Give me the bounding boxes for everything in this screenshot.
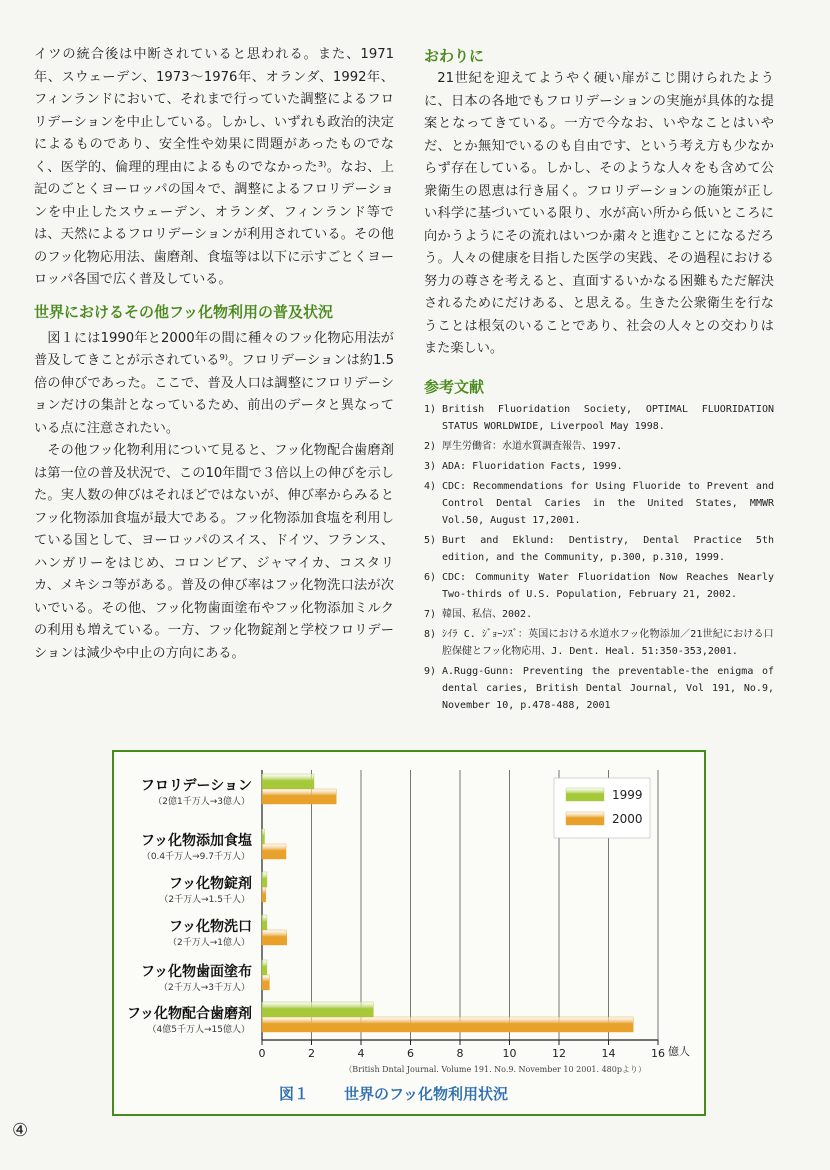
category-sublabel: （4億5千万人→15億人） <box>147 1025 250 1035</box>
x-tick-label: 0 <box>258 1047 266 1060</box>
reference-number: 7) <box>424 608 437 620</box>
reference-text: CDC: Recommendations for Using Fluoride to Prevent and Control Dental Caries in the United States, MMWR Vol.50, August 17,2001. <box>442 480 774 526</box>
figure-caption-title: 世界のフッ化物利用状況 <box>344 1085 508 1103</box>
reference-number: 9) <box>424 665 437 677</box>
category-sublabel: （2千万人→3千万人） <box>159 983 250 993</box>
bar-1999 <box>262 915 267 930</box>
references-heading: 参考文献 <box>424 377 485 396</box>
x-tick-label: 6 <box>407 1047 414 1060</box>
body-paragraph: その他フッ化物利用について見ると、フッ化物配合歯磨剤は第一位の普及状況で、この10年間で３倍以上の伸びを示した。実人数の伸びはそれほどではないが、伸び率からみるとフッ化物添加食塩が最大である。フッ化物添加食塩を利用している国として、ヨーロッパのスイス、ドイツ、フランス、ハンガリーをはじめ、コロンビア、ジャマイカ、コスタリカ、メキシコ等がある。普及の伸び率はフッ化物洗口法が次いでいる。その他、フッ化物歯面塗布やフッ化物添加ミルクの利用も増えている。一方、フッ化物錠剤と学校フロリデーションは減少や中止の方向にある。 <box>34 443 394 661</box>
reference-text: ｼｲﾗ C. ｼﾞｮｰﾝｽﾞ：英国における水道水フッ化物添加／21世紀における口腔保健とフッ化物応用、J. Dent. Heal. 51:350-353,2001. <box>442 628 774 657</box>
body-paragraph: 21世紀を迎えてようやく硬い扉がこじ開けられたように、日本の各地でもフロリデーションの実施が具体的な提案となってきている。一方で今なお、いやなことはいやだ、とか無知でいるのも自由です、という考え方も少なからず存在している。しかし、そのような人々をも含めて公衆衛生の恩恵は行き届く。フロリデーションの施策が正しい科学に基づいている限り、水が高い所から低いところに向かうようにその流れはいつか粛々と進むことになるだろう。人々の健康を目指した医学の実践、その過程における努力の尊さを考えると、直面するいかなる困難もただ解決されるためにだけある、と思える。生きた公衆衛生を行なうことは根気のいることであり、社会の人々との交わりはまた楽しい。 <box>424 71 774 356</box>
reference-number: 4) <box>424 480 437 492</box>
legend-label-2000: 2000 <box>612 812 643 826</box>
bar-1999 <box>262 1002 373 1017</box>
reference-text: 韓国、私信、2002. <box>442 608 533 620</box>
reference-item <box>424 606 774 623</box>
category-label: フッ化物歯面塗布 <box>140 964 252 980</box>
reference-text: A.Rugg-Gunn: Preventing the preventable-the enigma of dental caries, British Dental Journal, Vol 191, No.9, November 10, p.478-488, 2001 <box>442 665 774 711</box>
bar-2000 <box>262 975 269 990</box>
reference-number: 5) <box>424 534 437 546</box>
category-sublabel: （2千万人→1億人） <box>168 938 250 948</box>
fluoride-usage-chart <box>114 752 704 1114</box>
category-label: フッ化物錠剤 <box>168 876 252 892</box>
section-heading: 世界におけるその他フッ化物利用の普及状況 <box>34 302 333 321</box>
x-tick-label: 14 <box>601 1047 616 1060</box>
category-sublabel: （2億1千万人→3億人） <box>153 797 250 807</box>
category-label: フッ化物添加食塩 <box>140 833 252 849</box>
category-sublabel: （2千万人→1.5千人） <box>159 895 250 905</box>
reference-item <box>424 478 774 529</box>
bar-2000 <box>262 844 286 859</box>
bar-1999 <box>262 872 267 887</box>
reference-item <box>424 626 774 660</box>
x-tick-label: 10 <box>502 1047 517 1060</box>
reference-item <box>424 532 774 566</box>
reference-item <box>424 458 774 475</box>
reference-text: 厚生労働省：水道水質調査報告、1997. <box>442 440 623 452</box>
legend-swatch-2000 <box>566 812 604 825</box>
figure-caption-number: 図１ <box>278 1085 309 1103</box>
body-paragraph: 図１には1990年と2000年の間に種々のフッ化物応用法が普及してきことが示されている⁹⁾。フロリデーションは約1.5倍の伸びであった。ここで、普及人口は調整にフロリデーションだけの集計となっているため、前出のデータと異なっている点に注意されたい。 <box>34 330 394 436</box>
bar-2000 <box>262 930 287 945</box>
reference-item <box>424 438 774 455</box>
figure-source: （British Dntal Journal. Volume 191. No.9. November 10 2001. 480pより） <box>344 1065 646 1074</box>
reference-text: ADA: Fluoridation Facts, 1999. <box>442 460 623 472</box>
x-tick-label: 8 <box>456 1047 464 1060</box>
x-tick-label: 4 <box>357 1047 365 1060</box>
reference-number: 6) <box>424 571 437 583</box>
left-column <box>34 44 394 665</box>
bar-1999 <box>262 774 314 789</box>
body-paragraph: イツの統合後は中断されていると思われる。また、1971年、スウェーデン、1973〜1976年、オランダ、1992年、フィンランドにおいて、それまで行っていた調整によるフロリデーションを中止している。しかし、いずれも政治的決定によるものであり、安全性や効果に問題があったものでなく、医学的、倫理的理由によるものでなかった³⁾。なお、上記のごとくヨーロッパの国々で、調整によるフロリデーションを中止したスウェーデン、オランダ、フィンランド等では、天然によるフロリデーションが利用されている。その他のフッ化物応用法、歯磨剤、食塩等は以下に示すごとくヨーロッパ各国で広く普及している。 <box>34 47 394 287</box>
reference-item <box>424 663 774 714</box>
x-tick-label: 12 <box>552 1047 566 1060</box>
category-sublabel: （0.4千万人→9.7千万人） <box>141 852 250 862</box>
section-heading: おわりに <box>424 47 485 65</box>
right-column <box>424 44 774 717</box>
reference-number: 8) <box>424 628 437 640</box>
reference-item <box>424 401 774 435</box>
bar-2000 <box>262 789 336 804</box>
reference-text: British Fluoridation Society, OPTIMAL FLUORIDATION STATUS WORLDWIDE, Liverpool May 1998. <box>442 403 774 432</box>
figure-box <box>112 750 706 1116</box>
category-label: フッ化物配合歯磨剤 <box>126 1006 252 1022</box>
bar-1999 <box>262 960 267 975</box>
category-label: フロリデーション <box>140 778 252 794</box>
category-label: フッ化物洗口 <box>168 919 252 935</box>
reference-text: CDC: Community Water Fluoridation Now Reaches Nearly Two-thirds of U.S. Population, February 21, 2002. <box>442 571 774 600</box>
reference-text: Burt and Eklund: Dentistry, Dental Practice 5th edition, and the Community, p.300, p.310, 1999. <box>442 534 774 563</box>
x-tick-label: 16 <box>651 1047 665 1060</box>
page-number: ④ <box>12 1120 29 1141</box>
x-unit-label: 億人 <box>668 1045 690 1058</box>
legend-swatch-1999 <box>566 788 604 801</box>
bar-1999 <box>262 829 265 844</box>
references-list <box>424 401 774 714</box>
bar-2000 <box>262 887 266 902</box>
reference-number: 1) <box>424 403 437 415</box>
reference-item <box>424 569 774 603</box>
bar-2000 <box>262 1017 633 1032</box>
reference-number: 3) <box>424 460 437 472</box>
legend-label-1999: 1999 <box>612 788 643 802</box>
reference-number: 2) <box>424 440 437 452</box>
legend-box <box>554 778 650 838</box>
x-tick-label: 2 <box>308 1047 315 1060</box>
